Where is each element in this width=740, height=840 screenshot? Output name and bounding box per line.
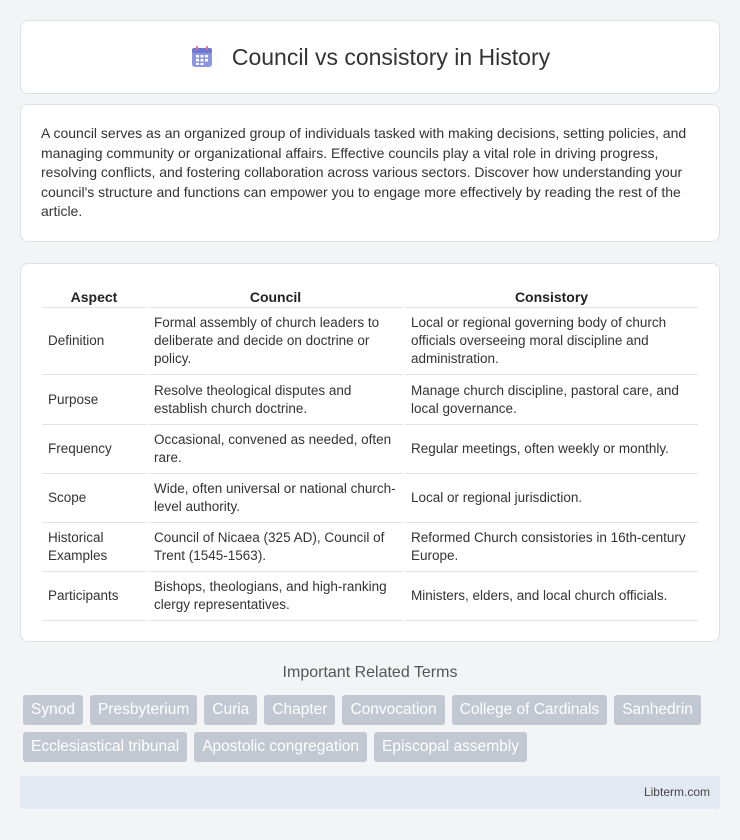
cell-consistory: Regular meetings, often weekly or monthly. xyxy=(405,425,698,474)
tag-synod[interactable]: Synod xyxy=(23,695,83,725)
cell-council: Occasional, convened as needed, often rare. xyxy=(148,425,403,474)
table-row xyxy=(42,523,698,572)
related-terms-list xyxy=(23,695,723,762)
cell-consistory: Ministers, elders, and local church officials. xyxy=(405,572,698,621)
calendar-grid-icon xyxy=(190,45,214,69)
comparison-table-card xyxy=(20,263,720,642)
tag-sanhedrin[interactable]: Sanhedrin xyxy=(614,695,701,725)
table-row xyxy=(42,308,698,375)
footer-site-link[interactable]: Libterm.com xyxy=(643,785,710,799)
header-aspect: Aspect xyxy=(42,285,146,308)
cell-council: Council of Nicaea (325 AD), Council of Trent (1545-1563). xyxy=(148,523,403,572)
cell-aspect: Frequency xyxy=(42,425,146,474)
cell-aspect: Purpose xyxy=(42,375,146,425)
page-title: Council vs consistory in History xyxy=(231,43,551,70)
cell-council: Bishops, theologians, and high-ranking clergy representatives. xyxy=(148,572,403,621)
cell-aspect: Historical Examples xyxy=(42,523,146,572)
cell-council: Resolve theological disputes and establish church doctrine. xyxy=(148,375,403,425)
tag-convocation[interactable]: Convocation xyxy=(342,695,444,725)
cell-consistory: Reformed Church consistories in 16th-century Europe. xyxy=(405,523,698,572)
table-row xyxy=(42,474,698,523)
tag-presbyterium[interactable]: Presbyterium xyxy=(90,695,197,725)
cell-consistory: Manage church discipline, pastoral care, and local governance. xyxy=(405,375,698,425)
tag-episcopal-assembly[interactable]: Episcopal assembly xyxy=(374,732,527,762)
table-row xyxy=(42,375,698,425)
header-consistory: Consistory xyxy=(405,285,698,308)
tag-apostolic-congregation[interactable]: Apostolic congregation xyxy=(194,732,367,762)
footer xyxy=(20,776,720,809)
cell-council: Wide, often universal or national church-level authority. xyxy=(148,474,403,523)
intro-card xyxy=(20,104,720,242)
tag-college-of-cardinals[interactable]: College of Cardinals xyxy=(452,695,608,725)
cell-consistory: Local or regional governing body of church officials overseeing moral discipline and administration. xyxy=(405,308,698,375)
related-terms-title: Important Related Terms xyxy=(282,664,458,681)
cell-aspect: Scope xyxy=(42,474,146,523)
comparison-table xyxy=(40,285,700,621)
header-council: Council xyxy=(148,285,403,308)
cell-consistory: Local or regional jurisdiction. xyxy=(405,474,698,523)
tag-chapter[interactable]: Chapter xyxy=(264,695,335,725)
table-row xyxy=(42,572,698,621)
title-card xyxy=(20,20,720,94)
cell-council: Formal assembly of church leaders to deliberate and decide on doctrine or policy. xyxy=(148,308,403,375)
tag-ecclesiastical-tribunal[interactable]: Ecclesiastical tribunal xyxy=(23,732,187,762)
cell-aspect: Definition xyxy=(42,308,146,375)
intro-text: A council serves as an organized group of individuals tasked with making decisions, setting policies, and managing community or organizational affairs. Effective councils play a vital role in driving progress, resolving conflicts, and fostering collaboration across various sectors. Discover how understanding your council's structure and functions can empower you to engage more effectively by reading the rest of the article. xyxy=(41,125,687,219)
tag-curia[interactable]: Curia xyxy=(204,695,257,725)
table-row xyxy=(42,425,698,474)
cell-aspect: Participants xyxy=(42,572,146,621)
table-header-row xyxy=(42,285,698,308)
